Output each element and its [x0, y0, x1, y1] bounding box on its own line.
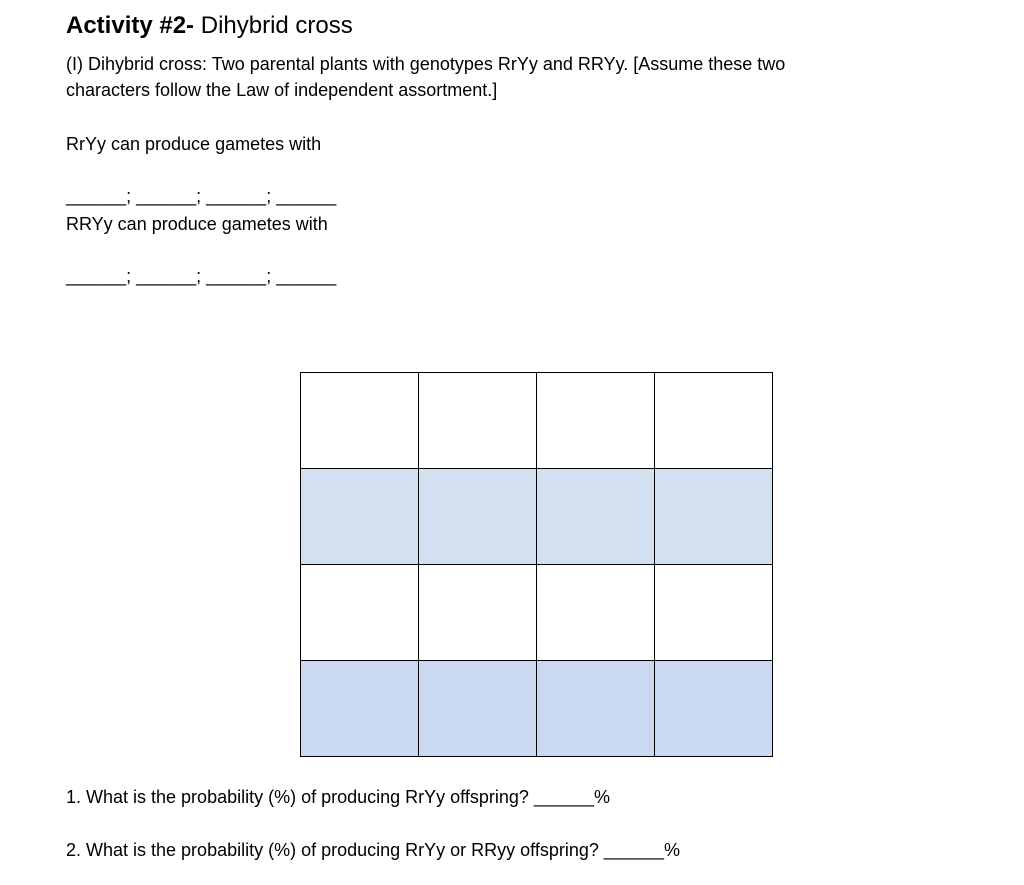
punnett-square — [300, 372, 773, 757]
title-rest: Dihybrid cross — [194, 12, 353, 39]
punnett-cell[interactable] — [419, 565, 537, 661]
punnett-cell[interactable] — [537, 373, 655, 469]
gametes-label-rryy-homozygous: RRYy can produce gametes with — [66, 214, 328, 234]
punnett-cell[interactable] — [537, 661, 655, 757]
punnett-row — [301, 373, 773, 469]
page-title — [66, 10, 353, 42]
question-2: 2. What is the probability (%) of producing RrYy or RRyy offspring? ______% — [66, 840, 680, 860]
intro-paragraph — [66, 51, 785, 103]
punnett-cell[interactable] — [301, 565, 419, 661]
punnett-row — [301, 469, 773, 565]
punnett-cell[interactable] — [419, 661, 537, 757]
title-bold: Activity #2- — [66, 12, 195, 39]
gametes-blanks-rryy[interactable]: ______; ______; ______; ______ — [66, 186, 337, 206]
punnett-row — [301, 565, 773, 661]
punnett-cell[interactable] — [301, 373, 419, 469]
question-1: 1. What is the probability (%) of producing RrYy offspring? ______% — [66, 787, 610, 807]
punnett-cell[interactable] — [537, 469, 655, 565]
punnett-cell[interactable] — [301, 661, 419, 757]
punnett-cell[interactable] — [655, 661, 773, 757]
intro-line-1: (I) Dihybrid cross: Two parental plants with genotypes RrYy and RRYy. [Assume these two — [66, 54, 786, 74]
gametes-blanks-rryy-homozygous[interactable]: ______; ______; ______; ______ — [66, 266, 337, 286]
intro-line-2: characters follow the Law of independent assortment.] — [66, 80, 498, 100]
punnett-row — [301, 661, 773, 757]
punnett-cell[interactable] — [655, 373, 773, 469]
punnett-cell[interactable] — [419, 373, 537, 469]
punnett-cell[interactable] — [301, 469, 419, 565]
gametes-label-rryy: RrYy can produce gametes with — [66, 134, 322, 154]
punnett-cell[interactable] — [655, 565, 773, 661]
punnett-cell[interactable] — [655, 469, 773, 565]
punnett-cell[interactable] — [537, 565, 655, 661]
punnett-cell[interactable] — [419, 469, 537, 565]
